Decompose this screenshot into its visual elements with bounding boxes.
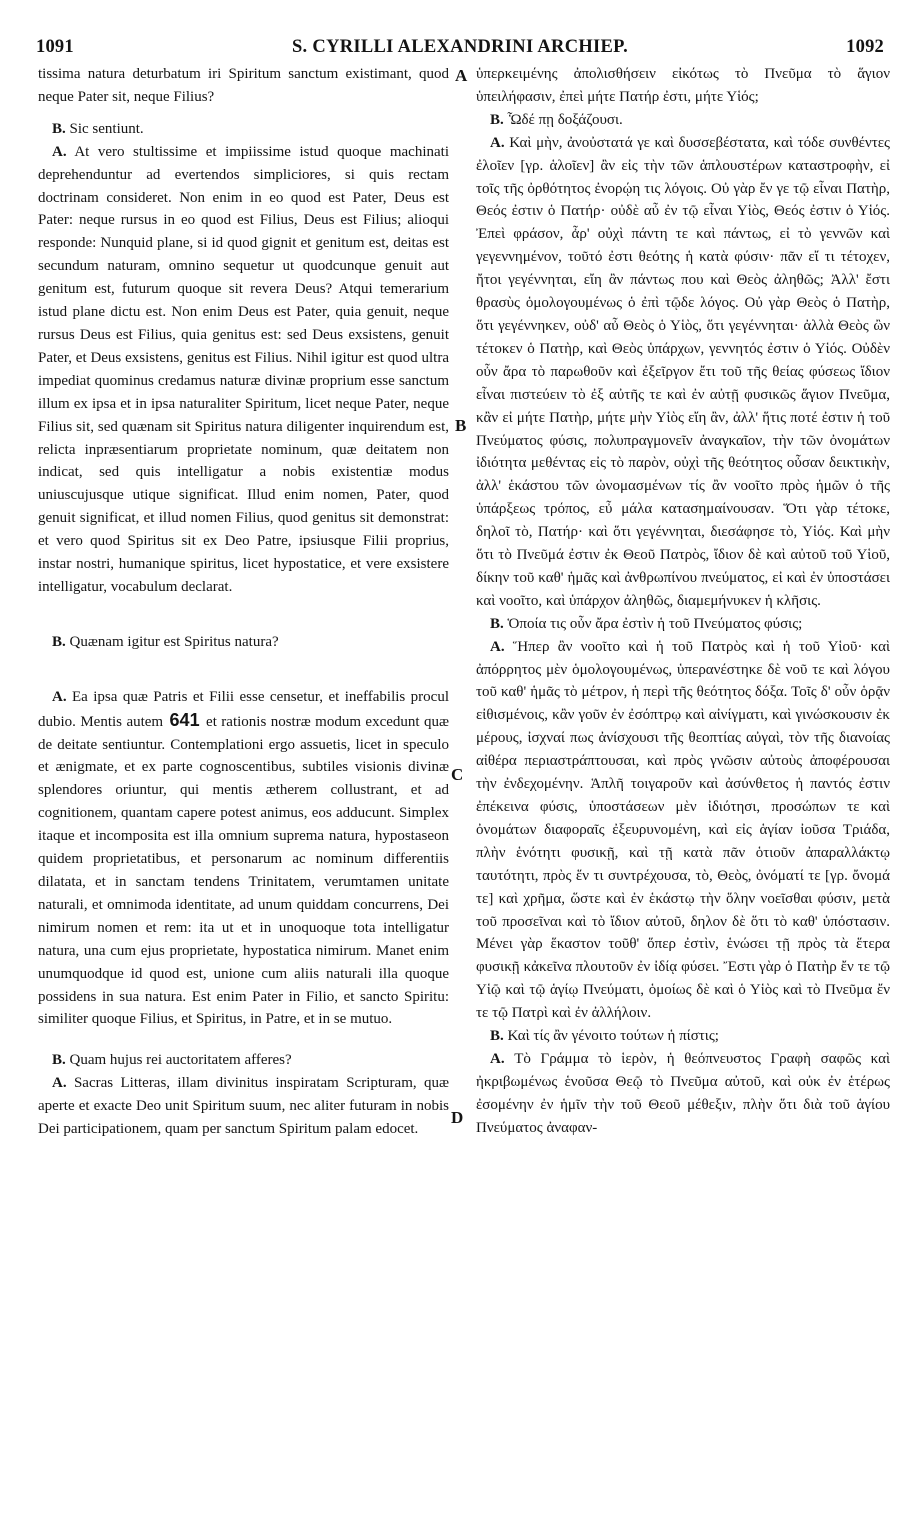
greek-paragraph: A. Ἥπερ ἂν νοοῖτο καὶ ἡ τοῦ Πατρὸς καὶ ἡ τοῦ Υἱοῦ· καὶ ἀπόρρητος μὲν ὁμολογουμένως, ὑπερανέστηκε δὲ νοῦ τε καὶ λόγου τοῦ καθ' ἡμᾶς τὸ μέτρον, ἡ περὶ τῆς θεότητος δόξα. Τοῖς δ' οὖν ὁρᾷν εἰθισμένοις, κἂν γοῦν ἐν ἐσόπτρῳ καὶ αἰνίγματι, καὶ γινώσκουσιν ἐκ μέρους, ἰσχναί πως ἀνίσχουσι τῆς θεοπτίας αὐγαὶ, τὸν τῆς διανοίας αἰθέρα περιαστράπτουσαι, καὶ πρὸς γνῶσιν αὐτοὺς ἀποφέρουσαι τὴν ἐνδεχομένην. Ἁπλῆ τοιγαροῦν καὶ ἀσύνθετος ἡ παντός ἐστιν ἐπέκεινα φύσις, ὑποστάσεων μὲν ἰδιότησι, προσώπων τε καὶ ὀνομάτων διαφοραῖς ἐξευρυνομένη, καὶ εἰς ἁγίαν ἰοῦσα Τριάδα, πλὴν ἑνότητι φυσικῇ, καὶ τῇ κατὰ πᾶν ὁτιοῦν ἀπαραλλάκτῳ ταυτότητι, πρὸς ἕν τι συντρέχουσα, τὸ, Θεὸς, ὀνόματί τε [γρ. ὄνομά τε] καὶ χρῆμα, ὥστε καὶ ἐν ἑκάστῳ τὴν ὅλην νοεῖσθαι φύσιν, μετὰ τοῦ προσεῖναι καὶ τὸ ἴδιον αὐτοῦ, δηλον δὲ ὅτι τὸ καθ' ὑπόστασιν. Μένει γὰρ ἕκαστον τοῦθ' ὅπερ ἐστὶν, ἑνώσει τῇ πρὸς τὰ ἕτερα φυσικῇ κἀκεῖνα πλουτοῦν ἐν ἰδίᾳ φύσει. Ἔστι γὰρ ὁ Πατὴρ ἔν τε τῷ Υἱῷ καὶ τῷ ἁγίῳ Πνεύματι, ὁμοίως δὲ καὶ ὁ Υἱὸς καὶ τὸ Πνεῦμα ἔν τε τῷ Πατρὶ καὶ ἐν ἀλλήλοιν.	[476, 638, 890, 1022]
latin-column	[38, 63, 449, 1141]
greek-paragraph: B. Ὁποία τις οὖν ἄρα ἐστὶν ἡ τοῦ Πνεύματος φύσις;	[490, 615, 803, 632]
latin-paragraph: A. At vero stultissime et impiissime istud quoque machinati deprehenduntur ad evertendos simpliciores, si quis rectam doctrinam consideret. Non enim in eo quod est Pater, Deus est Pater: neque rursus in eo quod est Filius, Deus est Filius; alioqui responde: Nunquid plane, si id quod gignit et genitum est, deitas est secundum naturam, omnino sequetur ut quodcunque genuit aut genitum est, futurum quoque sit revera Deus? Atqui temerarium istud plane dictu est. Non enim Deus est Pater, quia genuit, neque rursus Deus est Filius, quia genitus est: sed Deus exsistens, genuit Pater, et Deus exsistens, genitus est Filius. Nihil igitur est quod ultra impediat quominus credamus naturæ divinæ proprium esse sanctum illum ex ipsa et in ipsa naturaliter Spiritum, licet neque Pater, neque Filius sit, sed quænam sit Spiritus natura diligenter inquirendum est, relicta inpræsentiarum proprietate nominum, quæ deitatem non indicat, sed quis intelligatur a nobis existentiæ modus uniuscujusque utique significat. Illud enim nomen, Pater, quod genuit significat, et illud nomen Filius, quod genitus sit demonstrat: et vero quod Spiritus sit ex Deo Patre, ipsiusque Filii proprius, instar nostri, humanique spiritus, licet hypostatice, et vere exsistere intelligatur, vocabulum declarat.	[38, 143, 449, 595]
column-number: 641	[169, 709, 200, 730]
greek-paragraph: A. Καὶ μὴν, ἀνοὐστατά γε καὶ δυσσεβέστατα, καὶ τόδε συνθέντες ἐλοῖεν [γρ. ἁλοῖεν] ἂν εἰς τὴν τῶν ἁπλουστέρων καταστροφὴν, εἰ τοῖς τῆς ὀρθότητος ἐνορῴη τις λόγοις. Οὐ γὰρ ἔν γε τῷ εἶναι Πατὴρ, Θεός ἐστιν ὁ Πατήρ· οὐδὲ αὖ ἐν τῷ εἶναι Υἱὸς, Θεός ἐστιν ὁ Υἱός. Ἐπεὶ φράσον, ἆρ' οὐχὶ πάντη τε καὶ πάντως, εἰ τὸ γεννῶν καὶ γεγεννημένον, τοῦτό ἐστι θεότης ἡ κατὰ φύσιν· πᾶν εἴ τι τέτοχεν, ἤτοι γεγέννηται, εἴη ἂν πάντως που καὶ Θεὸς ἀληθῶς; Ἀλλ' ἔστι θρασὺς ὁμολογουμένως ὁ ἐπὶ τῷδε λόγος. Οὐ γὰρ Θεὸς ὁ Πατὴρ, ὅτι γεγέννηκεν, οὐδ' αὖ Θεὸς ὁ Υἱὸς, ὅτι γεγέννηται· ἀλλὰ Θεὸς ὢν τέτοκεν ὁ Πατὴρ, καὶ Θεὸς ὑπάρχων, γεννητός ἐστιν ὁ Υἱός. Οὐδὲν οὖν ἄρα τὸ παρωθοῦν καὶ ἐξεῖργον ἔτι τοῦ τῆς θείας φύσεως ἴδιον εἶναι πιστεύειν τὸ ἐξ αὐτῆς τε καὶ ἐν αὐτῇ φυσικῶς ἅγιον Πνεῦμα, κἂν εἰ μήτε Πατὴρ, μήτε μὴν Υἱὸς εἴη ἂν, ἀλλ' ἥτις ποτέ ἐστιν ἡ τοῦ Πνεύματος φύσις, πολυπραγμονεῖν ἀναγκαῖον, τὴν τῶν ὀνομάτων ἰδιότητα μεθέντας εἰς τὸ παρὸν, οὐχὶ τῆς θεότητος οὖσαν δεικτικὴν, ἀλλ' ἑκάστου τῶν ὠνομασμένων τίς ἂν νοοῖτο πρὸς ἡμῶν ὁ τῆς ὑπάρξεως τρόπος, εὖ μάλα κατασημαίνουσαν. Ὅτι γὰρ τέτοκε, δηλοῖ τὸ, Πατήρ· καὶ ὅτι γεγέννηται, διεσάφησε τὸ, Υἱός. Καὶ μὴν ὅτι τὸ Πνεῦμά ἐστιν ἐκ Θεοῦ Πατρὸς, ἴδιον δὲ καὶ αὐτοῦ τοῦ Υἱοῦ, δίκην τοῦ καθ' ἡμᾶς καὶ ἀνθρωπίνου πνεύματος, εἰ καὶ ἐν ὑποστάσει καὶ νοοῖτο, καὶ ὑπάρχον ἀληθῶς, διαμεμήνυκεν ἡ κλῆσις.	[476, 134, 891, 609]
latin-paragraph: B. Sic sentiunt.	[52, 120, 144, 137]
latin-paragraph: tissima natura deturbatum iri Spiritum sanctum existimant, quod neque Pater sit, neque Filius?	[38, 66, 449, 105]
left-page-number: 1091	[36, 36, 74, 57]
margin-marker-c: C	[451, 765, 464, 784]
latin-paragraph: A. Ea ipsa quæ Patris et Filii esse censetur, et ineffabilis procul dubio. Mentis autem 641 et rationis nostræ modum excedunt quæ de deitate sentiuntur. Contemplationi ergo assuetis, licet in speculo et ænigmate, et ex parte cognoscentibus, subtiles visionis divinæ splendores oriuntur, qui mentis ætherem collustrant, et ad cognitionem, quantam capere potest animus, eos adducunt. Simplex itaque et incomposita est illa omnium suprema natura, hypostaseon quidem proprietatibus, et personarum ac nominum differentiis dilatata, et in sanctam tendens Trinitatem, verumtamen unitate naturali, et omnimoda identitate, ad unum quiddam concurrens, Dei nimirum nomen et rem: ita ut et in unoquoque tota intelligatur natura, una cum ejus proprietate, hypostatica nimirum. Manet enim unumquodque id quod est, unione cum aliis naturali illa quoque possidens in sua natura. Est enim Pater in Filio, et sancto Spiritu: similiter quoque Filius, et Spiritus, in Patre, et in se mutuo.	[38, 688, 449, 1028]
latin-paragraph: A. Sacras Litteras, illam divinitus inspiratam Scripturam, quæ aperte et exacte Deo unit Spiritum suum, nec aliter futuram in nobis Dei participationem, quam per sanctum Spiritum palam edocet.	[38, 1075, 449, 1138]
latin-paragraph: B. Quænam igitur est Spiritus natura?	[52, 633, 279, 650]
greek-paragraph: A. Τὸ Γράμμα τὸ ἱερὸν, ἡ θεόπνευστος Γραφὴ σαφῶς καὶ ἠκριβωμένως ἑνοῦσα Θεῷ τὸ Πνεῦμα αὐτοῦ, καὶ οὐκ ἐν ἑτέρως ἐσομένην ἐν ἡμῖν τὴν τοῦ Θεοῦ μέθεξιν, πλὴν ὅτι διὰ τοῦ ἁγίου Πνεύματος ἀναφαν-	[476, 1050, 891, 1136]
latin-paragraph: B. Quam hujus rei auctoritatem afferes?	[52, 1052, 292, 1069]
greek-paragraph: B. Καὶ τίς ἂν γένοιτο τούτων ἡ πίστις;	[490, 1028, 719, 1045]
margin-marker-d: D	[451, 1108, 464, 1127]
running-header	[36, 34, 884, 60]
greek-column	[476, 63, 890, 1140]
margin-marker-a: A	[455, 66, 468, 85]
margin-marker-b: B	[455, 416, 467, 435]
greek-paragraph: ὑπερκειμένης ἀπολισθήσειν εἰκότως τὸ Πνεῦμα τὸ ἅγιον ὑπειλήφασιν, ἐπεὶ μήτε Πατήρ ἐστι, μήτε Υἱός;	[476, 66, 890, 105]
right-page-number: 1092	[846, 36, 884, 57]
greek-paragraph: B. Ὧδέ πῃ δοξάζουσι.	[490, 111, 623, 128]
running-title: S. CYRILLI ALEXANDRINI ARCHIEP.	[291, 36, 629, 57]
